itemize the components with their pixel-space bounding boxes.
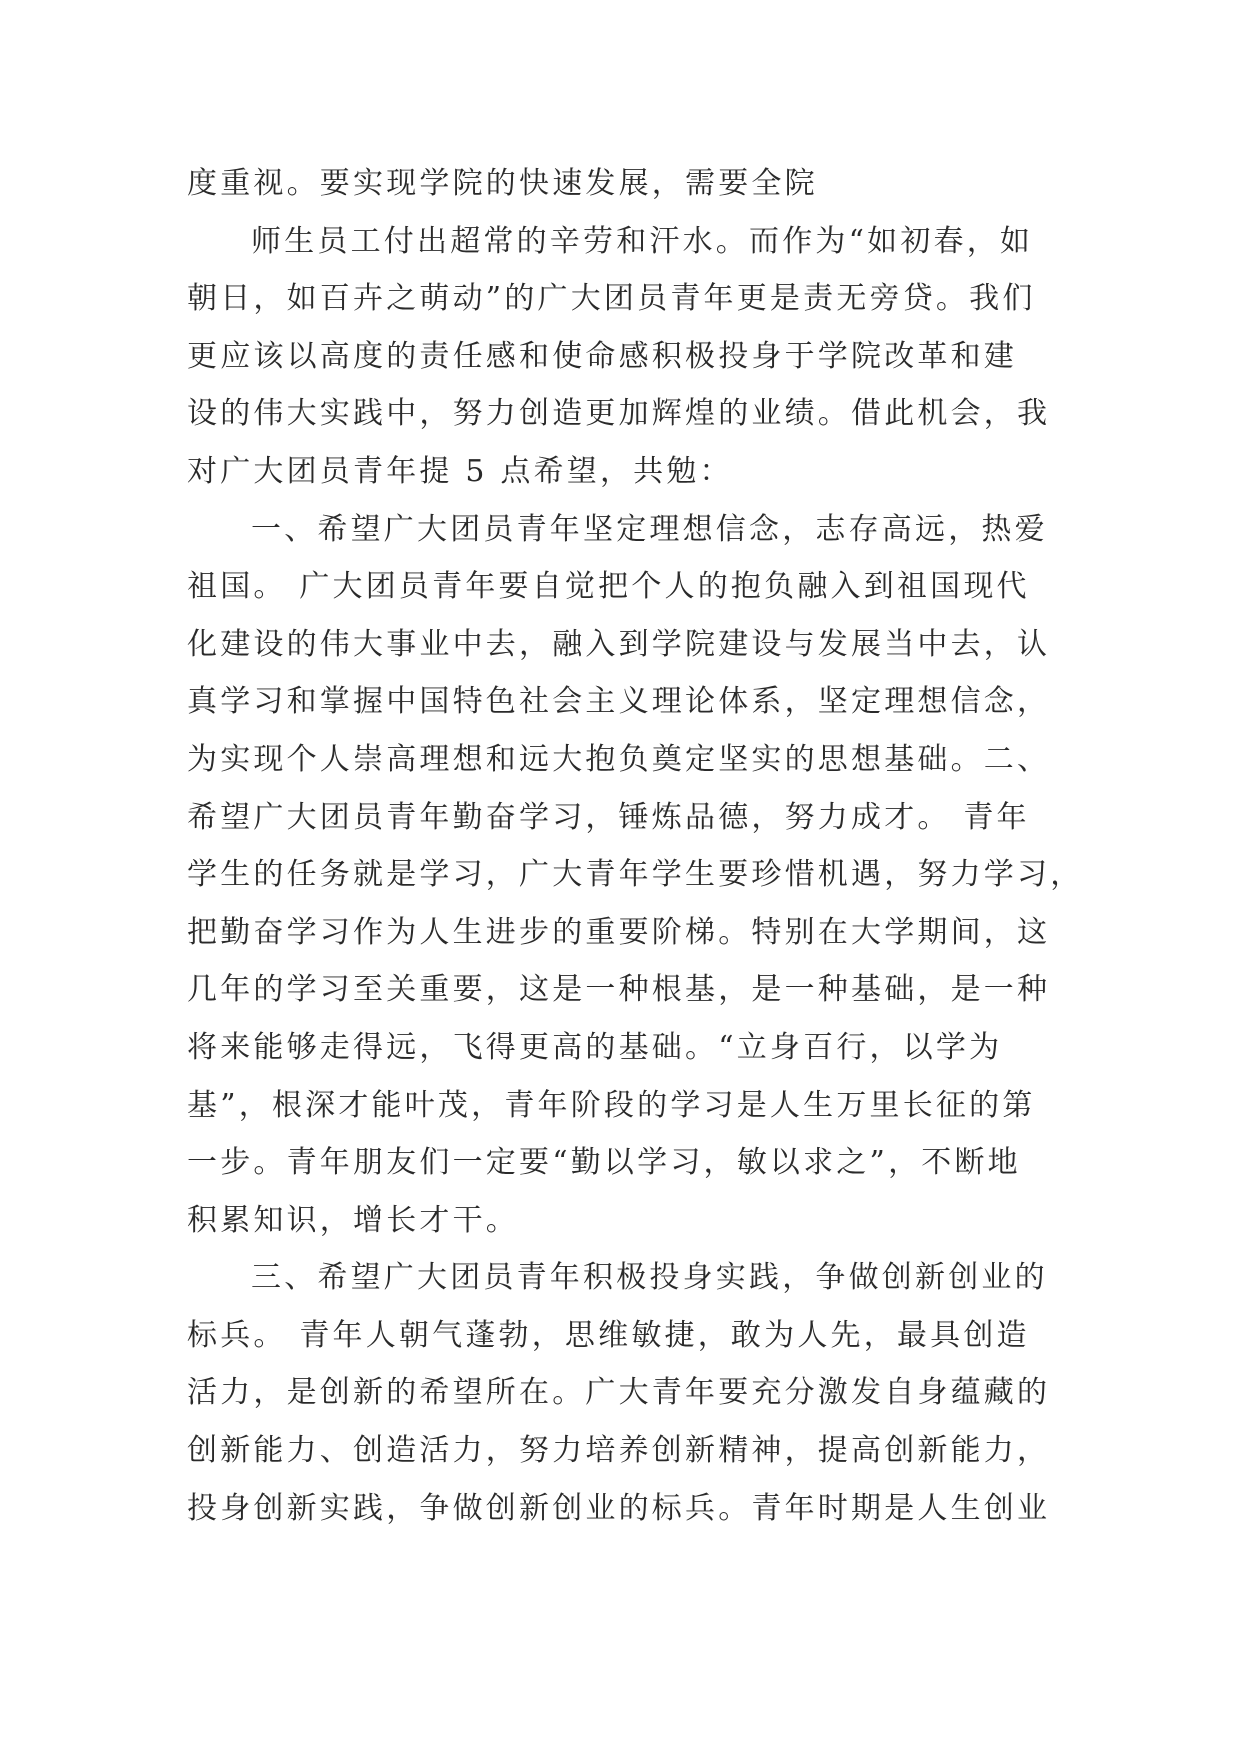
text-line: 真学习和掌握中国特色社会主义理论体系，坚定理想信念， — [187, 684, 1051, 720]
text-line: 化建设的伟大事业中去，融入到学院建设与发展当中去，认 — [187, 626, 1051, 662]
document-body — [187, 155, 1084, 1537]
text-line: 一步。青年朋友们一定要“勤以学习，敏以求之”，不断地 — [187, 1145, 1021, 1181]
text-line: 标兵。 青年人朝气蓬勃，思维敏捷，敢为人先，最具创造 — [187, 1317, 1030, 1353]
text-line: 希望广大团员青年勤奋学习，锤炼品德，努力成才。 青年 — [187, 799, 1030, 835]
text-line: 积累知识，增长才干。 — [187, 1202, 519, 1238]
text-line: 创新能力、创造活力，努力培养创新精神，提高创新能力， — [187, 1433, 1051, 1469]
text-line: 三、希望广大团员青年积极投身实践，争做创新创业的 — [251, 1260, 1048, 1296]
text-line: 祖国。 广大团员青年要自觉把个人的抱负融入到祖国现代 — [187, 569, 1030, 605]
text-line: 对广大团员青年提 5 点希望，共勉： — [187, 453, 733, 489]
text-line: 设的伟大实践中，努力创造更加辉煌的业绩。借此机会，我 — [187, 396, 1051, 432]
text-line: 师生员工付出超常的辛劳和汗水。而作为“如初春，如 — [251, 223, 1034, 259]
text-line: 将来能够走得远，飞得更高的基础。“立身百行，以学为 — [187, 1029, 1003, 1065]
text-line: 学生的任务就是学习，广大青年学生要珍惜机遇，努力学习， — [187, 857, 1084, 893]
text-line: 把勤奋学习作为人生进步的重要阶梯。特别在大学期间，这 — [187, 914, 1051, 950]
text-line: 一、希望广大团员青年坚定理想信念，志存高远，热爱 — [251, 511, 1048, 547]
text-line: 为实现个人崇高理想和远大抱负奠定坚实的思想基础。二、 — [187, 741, 1051, 777]
text-line: 投身创新实践，争做创新创业的标兵。青年时期是人生创业 — [187, 1490, 1051, 1526]
text-line: 几年的学习至关重要，这是一种根基，是一种基础，是一种 — [187, 972, 1051, 1008]
text-line: 朝日，如百卉之萌动”的广大团员青年更是责无旁贷。我们 — [187, 281, 1036, 317]
text-line: 更应该以高度的责任感和使命感积极投身于学院改革和建 — [187, 338, 1017, 374]
text-line: 基”，根深才能叶茂，青年阶段的学习是人生万里长征的第 — [187, 1087, 1036, 1123]
text-line: 度重视。要实现学院的快速发展，需要全院 — [187, 166, 818, 201]
text-line: 活力，是创新的希望所在。广大青年要充分激发自身蕴藏的 — [187, 1375, 1051, 1411]
